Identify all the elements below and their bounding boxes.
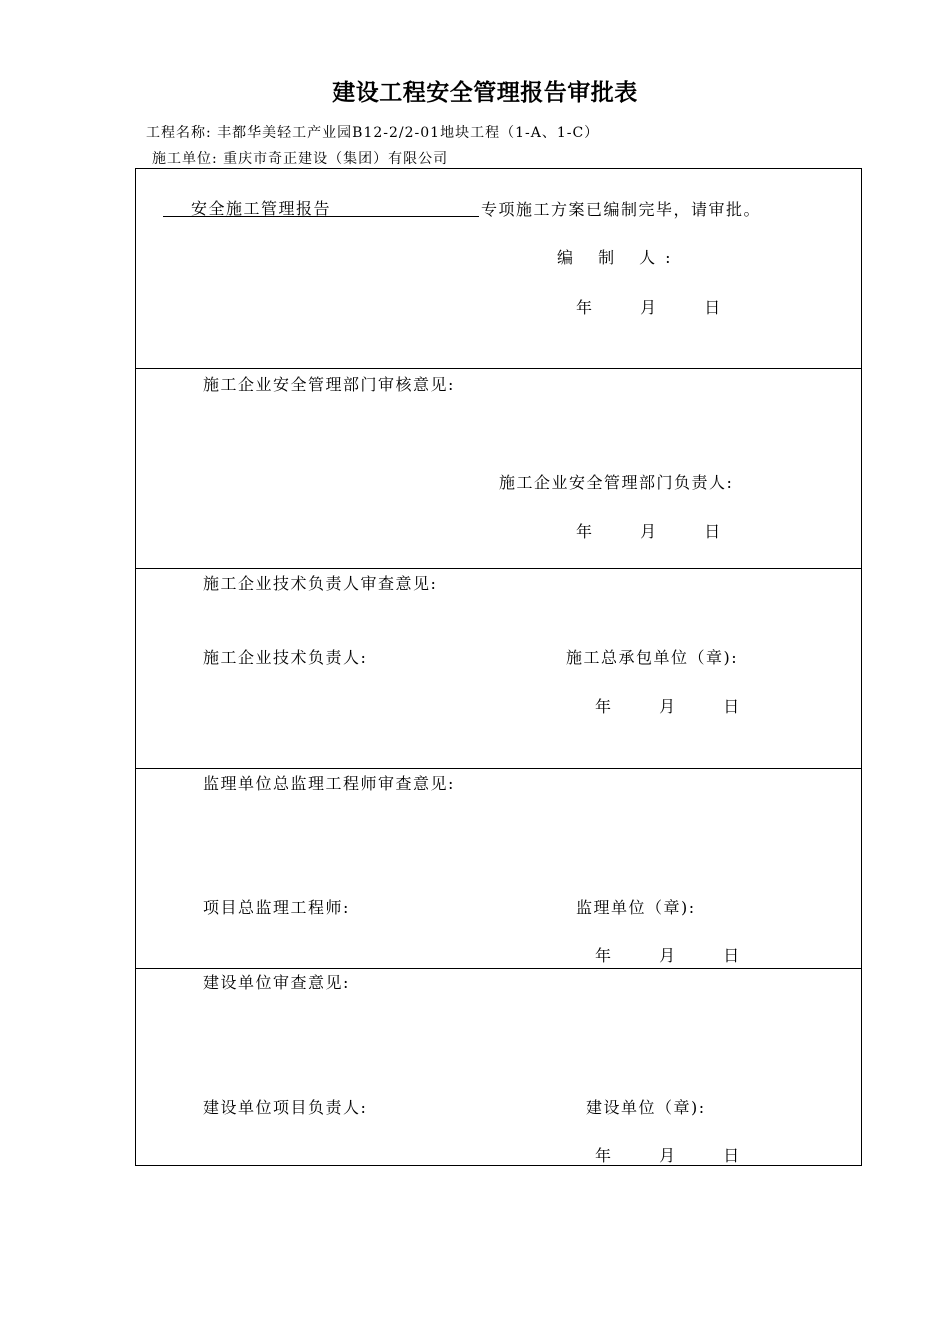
report-name-field [163, 194, 479, 217]
date-year: 年 [595, 1146, 613, 1165]
contractor-label: 施工单位: [152, 151, 218, 167]
chief-supervisor-opinion-label: 监理单位总监理工程师审查意见: [203, 774, 455, 793]
date-day: 日 [723, 697, 741, 716]
report-name: 安全施工管理报告 [191, 199, 332, 218]
chief-supervisor-signer-label: 项目总监理工程师: [203, 898, 350, 917]
owner-unit-seal-label: 建设单位（章): [586, 1098, 706, 1117]
row-divider [136, 568, 861, 569]
row-divider [136, 968, 861, 969]
date-month: 月 [659, 697, 677, 716]
approval-table [135, 168, 862, 1166]
date-day: 日 [704, 298, 722, 317]
contractor-value: 重庆市奇正建设（集团）有限公司 [223, 151, 449, 167]
compiler-label: 编 制 人: [557, 248, 681, 267]
project-value: 丰都华美轻工产业园B12-2/2-01地块工程（1-A、1-C） [217, 125, 600, 141]
tech-lead-opinion-label: 施工企业技术负责人审查意见: [203, 574, 438, 593]
date-year: 年 [595, 697, 613, 716]
date-line [576, 295, 722, 318]
supervision-unit-seal-label: 监理单位（章): [576, 898, 696, 917]
date-year: 年 [595, 946, 613, 965]
owner-opinion-label: 建设单位审查意见: [203, 973, 350, 992]
date-line [595, 1143, 741, 1166]
owner-signer-label: 建设单位项目负责人: [203, 1098, 368, 1117]
general-contractor-seal-label: 施工总承包单位（章): [566, 648, 739, 667]
safety-dept-signer-label: 施工企业安全管理部门负责人: [499, 473, 734, 492]
row-divider [136, 368, 861, 369]
tech-lead-signer-label: 施工企业技术负责人: [203, 648, 368, 667]
date-day: 日 [723, 1146, 741, 1165]
date-month: 月 [640, 298, 658, 317]
date-day: 日 [704, 522, 722, 541]
date-line [595, 694, 741, 717]
date-line [595, 943, 741, 966]
project-label: 工程名称: [146, 125, 212, 141]
date-month: 月 [640, 522, 658, 541]
date-month: 月 [659, 1146, 677, 1165]
date-month: 月 [659, 946, 677, 965]
row-divider [136, 768, 861, 769]
safety-dept-opinion-label: 施工企业安全管理部门审核意见: [203, 375, 455, 394]
project-line [146, 122, 599, 142]
date-year: 年 [576, 522, 594, 541]
contractor-line [152, 148, 448, 168]
report-statement: 专项施工方案已编制完毕，请审批。 [481, 200, 762, 219]
date-line [576, 519, 722, 542]
page-title: 建设工程安全管理报告审批表 [332, 80, 638, 106]
date-day: 日 [723, 946, 741, 965]
date-year: 年 [576, 298, 594, 317]
